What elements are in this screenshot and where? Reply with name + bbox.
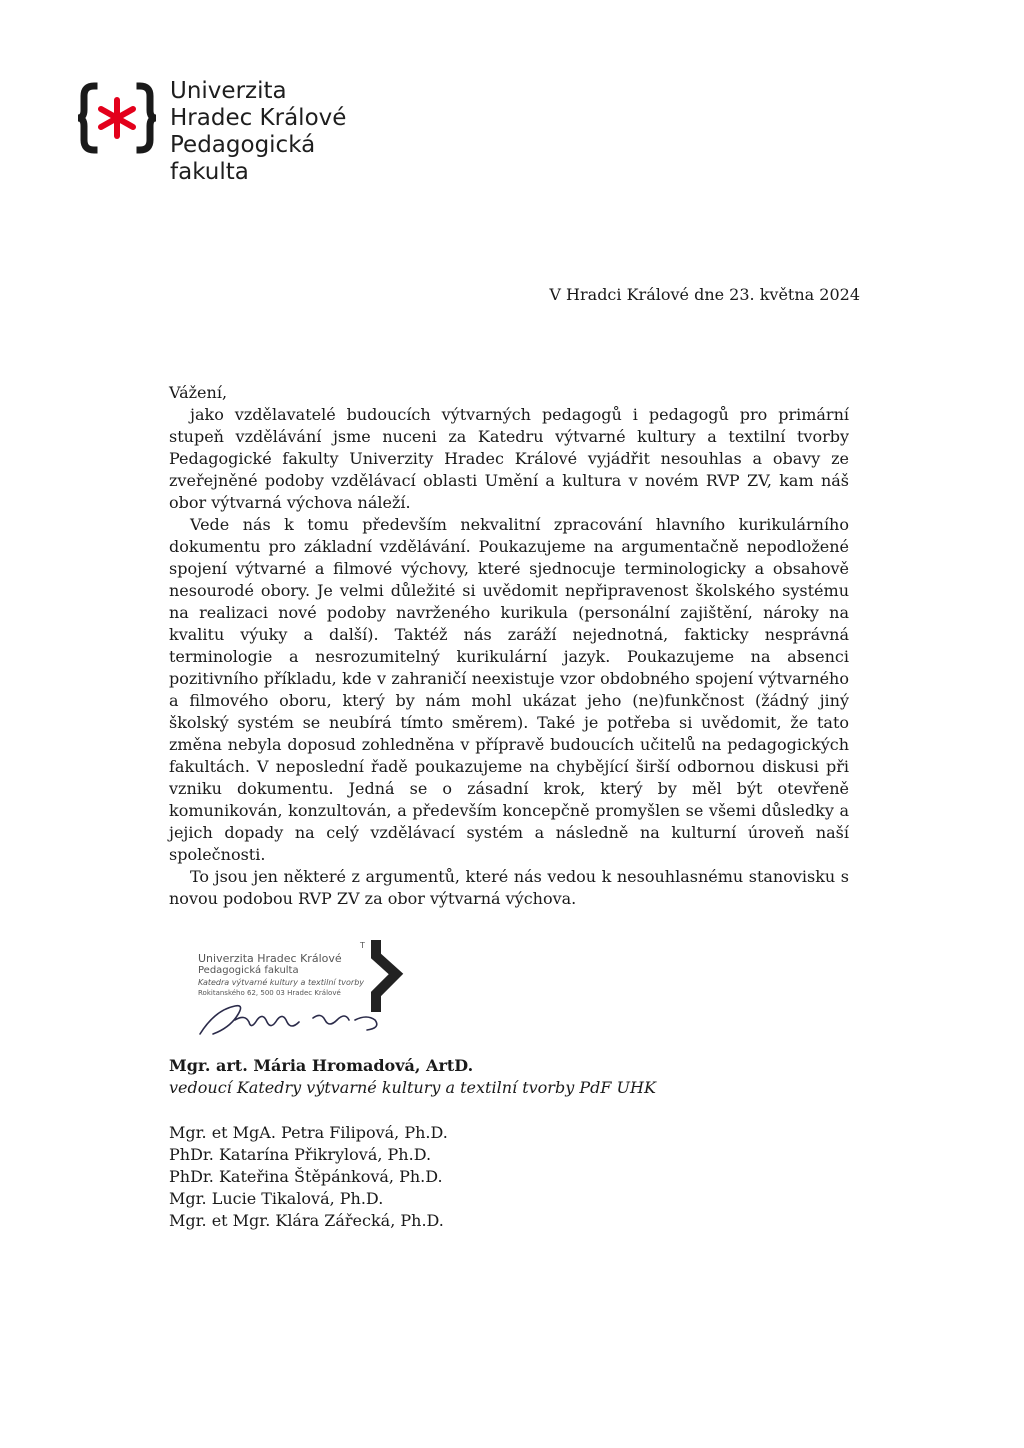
logo-line-city: Hradec Králové [170, 105, 347, 131]
department-members-list [169, 1122, 448, 1232]
member-item: Mgr. et Mgr. Klára Zářecká, Ph.D. [169, 1211, 444, 1230]
logo-wordmark [170, 78, 346, 186]
stamp-faculty: Pedagogická fakulta [198, 965, 299, 976]
stamp-address: Rokitanského 62, 500 03 Hradec Králové [198, 989, 341, 997]
member-item: PhDr. Katarína Přikrylová, Ph.D. [169, 1145, 432, 1164]
member-item: Mgr. Lucie Tikalová, Ph.D. [169, 1189, 384, 1208]
letter-body [169, 382, 849, 910]
paragraph-1: jako vzdělavatelé budoucích výtvarných pedagogů i pedagogů pro primární stupeň vzdělávání jsme nuceni za Katedru výtvarné kultury a textilní tvorby Pedagogické fakulty Univerzity Hradec Králové vyjádřit nesouhlas a obavy ze zveřejněné podoby vzdělávací oblasti Umění a kultura v novém RVP ZV, kam náš obor výtvarná výchova náleží. [169, 405, 849, 512]
salutation: Vážení, [169, 383, 228, 402]
paragraph-2: Vede nás k tomu především nekvalitní zpracování hlavního kurikulárního dokumentu pro základní vzdělávání. Poukazujeme na argumentačně nepodložené spojení výtvarné a filmové výchovy, které sjednocuje terminologicky a obsahově nesourodé obory. Je velmi důležité si uvědomit nepřipravenost školského systému na realizaci nové podoby navrženého kurikula (personální zajištění, nároky na kvalitu výuky a další). Taktéž nás zaráží nejednotná, fakticky nesprávná terminologie a nesrozumitelný kurikulární jazyk. Poukazujeme na absenci pozitivního příkladu, kde v zahraničí neexistuje vzor obdobného spojení výtvarného a filmového oboru, který by nám mohl ukázat jeho (ne)funkčnost (žádný jiný školský systém se neubírá tímto směrem). Také je potřeba si uvědomit, že tato změna nebyla doposud zohledněna v přípravě budoucích učitelů na pedagogických fakultách. V neposlední řadě poukazujeme na chybějící širší odbornou diskusi při vzniku dokumentu. Jedná se o zásadní krok, který by měl být otevřeně komunikován, konzultován, a především koncepčně promyšlen se všemi důsledky a jejich dopady na celý vzdělávací systém a následně na kulturní úroveň naší společnosti. [169, 515, 849, 864]
university-logo [76, 78, 376, 198]
stamp-university: Univerzita Hradec Králové [198, 952, 342, 965]
letter-date: V Hradci Králové dne 23. května 2024 [549, 285, 860, 304]
logo-line-faculty: Pedagogická [170, 132, 316, 158]
logo-line-university: Univerzita [170, 78, 287, 104]
paragraph-3: To jsou jen některé z argumentů, které nás vedou k nesouhlasnému stanovisku s novou podobou RVP ZV za obor výtvarná výchova. [169, 867, 849, 908]
signer-name: Mgr. art. Mária Hromadová, ArtD. [169, 1056, 474, 1075]
signer-block [169, 1055, 656, 1099]
signer-role: vedoucí Katedry výtvarné kultury a textilní tvorby PdF UHK [169, 1078, 656, 1097]
member-item: Mgr. et MgA. Petra Filipová, Ph.D. [169, 1123, 448, 1142]
member-item: PhDr. Kateřina Štěpánková, Ph.D. [169, 1167, 443, 1186]
stamp-department: Katedra výtvarné kultury a textilní tvorby [198, 978, 365, 987]
stamp-mark-letter: T [360, 941, 365, 950]
handwritten-signature [195, 1000, 395, 1040]
asterisk-bracket-logo-icon [76, 82, 158, 154]
logo-line-faculty-word: fakulta [170, 159, 249, 185]
